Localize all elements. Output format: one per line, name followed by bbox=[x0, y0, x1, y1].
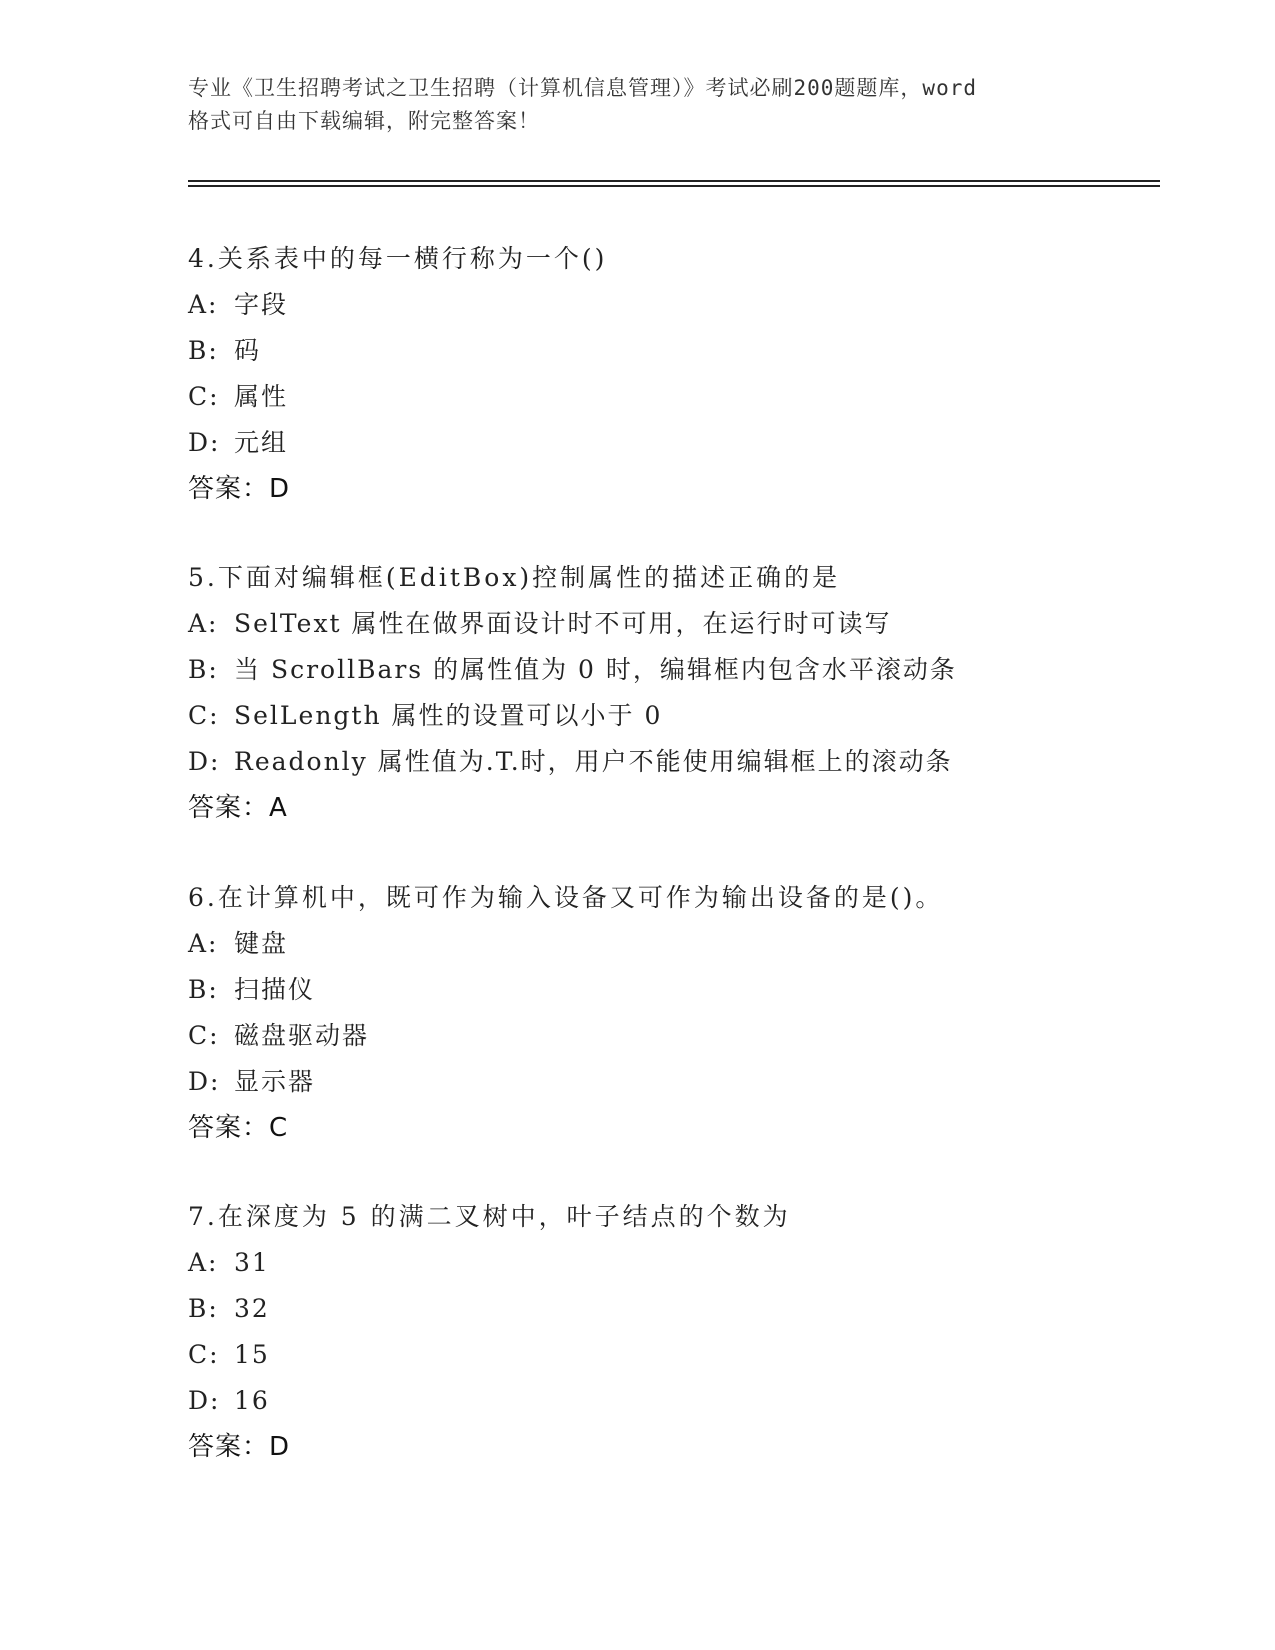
option-b bbox=[188, 967, 1168, 1013]
header-line-1: 专业《卫生招聘考试之卫生招聘（计算机信息管理）》考试必刷200题题库，word bbox=[188, 76, 977, 100]
option-d bbox=[188, 1059, 1168, 1105]
question-4 bbox=[188, 236, 1168, 512]
option-b bbox=[188, 328, 1168, 374]
answer: 答案：C bbox=[188, 1113, 289, 1143]
option-b bbox=[188, 647, 1168, 693]
option-label: B: bbox=[188, 1294, 219, 1323]
option-text: SelText 属性在做界面设计时不可用，在运行时可读写 bbox=[234, 609, 892, 638]
option-text: 扫描仪 bbox=[234, 975, 316, 1004]
option-a bbox=[188, 921, 1168, 967]
header-divider-bottom bbox=[188, 185, 1160, 187]
option-text: 字段 bbox=[234, 290, 289, 319]
question-stem: 7.在深度为 5 的满二叉树中，叶子结点的个数为 bbox=[188, 1202, 791, 1231]
option-text: 15 bbox=[234, 1340, 270, 1369]
option-text: 属性 bbox=[234, 382, 289, 411]
question-stem: 4.关系表中的每一横行称为一个() bbox=[188, 244, 608, 273]
option-label: B: bbox=[188, 655, 219, 684]
answer: 答案：A bbox=[188, 793, 288, 823]
answer: 答案：D bbox=[188, 474, 291, 504]
option-text: 码 bbox=[234, 336, 262, 365]
option-text: SelLength 属性的设置可以小于 0 bbox=[234, 701, 663, 730]
option-label: D: bbox=[188, 1067, 221, 1096]
question-7 bbox=[188, 1194, 1168, 1470]
option-c bbox=[188, 693, 1168, 739]
option-label: A: bbox=[188, 929, 219, 958]
answer: 答案：D bbox=[188, 1432, 291, 1462]
question-stem: 6.在计算机中，既可作为输入设备又可作为输出设备的是()。 bbox=[188, 883, 944, 912]
option-label: B: bbox=[188, 336, 219, 365]
option-text: 16 bbox=[234, 1386, 270, 1415]
document-header bbox=[188, 72, 1088, 138]
header-divider-top bbox=[188, 180, 1160, 182]
option-text: 显示器 bbox=[234, 1067, 316, 1096]
option-text: 当 ScrollBars 的属性值为 0 时，编辑框内包含水平滚动条 bbox=[234, 655, 957, 684]
option-d bbox=[188, 420, 1168, 466]
option-text: 磁盘驱动器 bbox=[234, 1021, 370, 1050]
option-label: C: bbox=[188, 1021, 220, 1050]
option-c bbox=[188, 1332, 1168, 1378]
option-a bbox=[188, 1240, 1168, 1286]
option-label: C: bbox=[188, 701, 220, 730]
option-label: A: bbox=[188, 290, 219, 319]
option-label: D: bbox=[188, 747, 221, 776]
option-d bbox=[188, 1378, 1168, 1424]
option-label: C: bbox=[188, 1340, 220, 1369]
option-text: 键盘 bbox=[234, 929, 289, 958]
question-5 bbox=[188, 555, 1168, 831]
option-b bbox=[188, 1286, 1168, 1332]
option-text: 元组 bbox=[234, 428, 289, 457]
option-text: 32 bbox=[234, 1294, 270, 1323]
option-label: C: bbox=[188, 382, 220, 411]
option-c bbox=[188, 1013, 1168, 1059]
option-label: A: bbox=[188, 1248, 219, 1277]
option-d bbox=[188, 739, 1168, 785]
header-line-2: 格式可自由下载编辑，附完整答案！ bbox=[188, 109, 540, 133]
option-a bbox=[188, 601, 1168, 647]
option-a bbox=[188, 282, 1168, 328]
option-text: Readonly 属性值为.T.时，用户不能使用编辑框上的滚动条 bbox=[234, 747, 953, 776]
option-label: D: bbox=[188, 1386, 221, 1415]
option-label: A: bbox=[188, 609, 219, 638]
option-text: 31 bbox=[234, 1248, 270, 1277]
option-c bbox=[188, 374, 1168, 420]
question-6 bbox=[188, 875, 1168, 1151]
option-label: D: bbox=[188, 428, 221, 457]
question-stem: 5.下面对编辑框(EditBox)控制属性的描述正确的是 bbox=[188, 563, 841, 592]
option-label: B: bbox=[188, 975, 219, 1004]
